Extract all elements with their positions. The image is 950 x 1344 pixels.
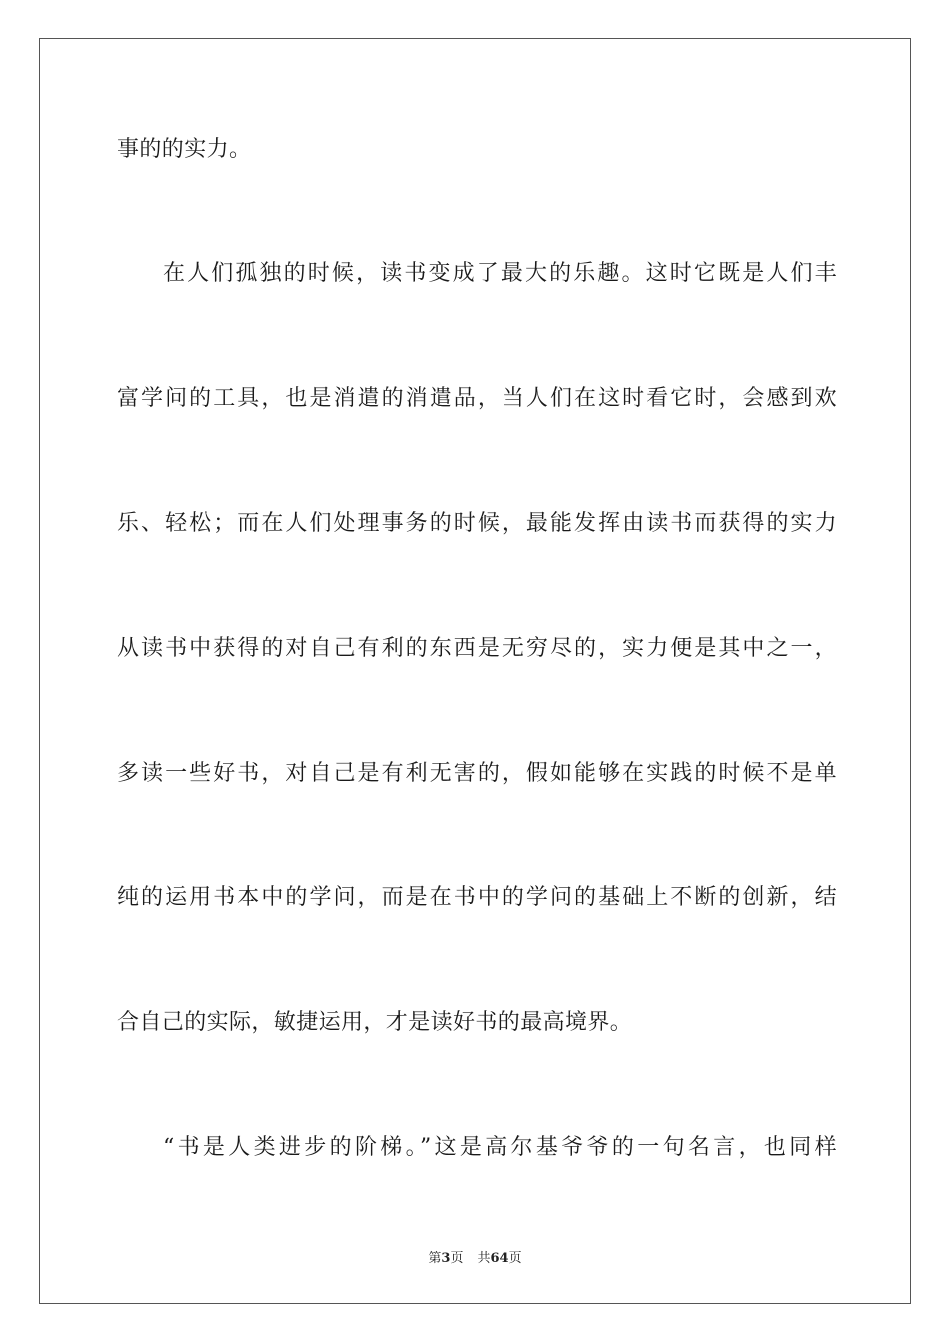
footer-page-suffix: 页 [450,1251,464,1266]
footer-total-prefix: 共 [477,1251,491,1266]
text-line-2: 在人们孤独的时候，读书变成了最大的乐趣。这时它既是人们丰 [163,261,837,286]
text-line-5: 从读书中获得的对自己有利的东西是无穷尽的，实力便是其中之一， [117,636,837,661]
text-line-7: 纯的运用书本中的学问，而是在书中的学问的基础上不断的创新，结 [117,885,837,910]
text-line-4: 乐、轻松；而在人们处理事务的时候，最能发挥由读书而获得的实力 [117,511,837,536]
footer-page-number: 3 [441,1251,451,1266]
page-frame [39,38,911,1304]
text-line-9: “书是人类进步的阶梯。”这是高尔基爷爷的一句名言，也同样 [163,1135,837,1160]
text-line-8: 合自己的实际，敏捷运用，才是读好书的最高境界。 [117,1010,633,1035]
text-line-3: 富学问的工具，也是消遣的消遣品，当人们在这时看它时，会感到欢 [117,386,837,411]
footer-total-suffix: 页 [508,1251,522,1266]
footer-page-prefix: 第 [428,1251,442,1266]
text-line-1: 事的的实力。 [117,137,252,162]
text-line-6: 多读一些好书，对自己是有利无害的，假如能够在实践的时候不是单 [117,761,837,786]
page-footer [0,1247,950,1266]
footer-total-pages: 64 [490,1251,509,1266]
